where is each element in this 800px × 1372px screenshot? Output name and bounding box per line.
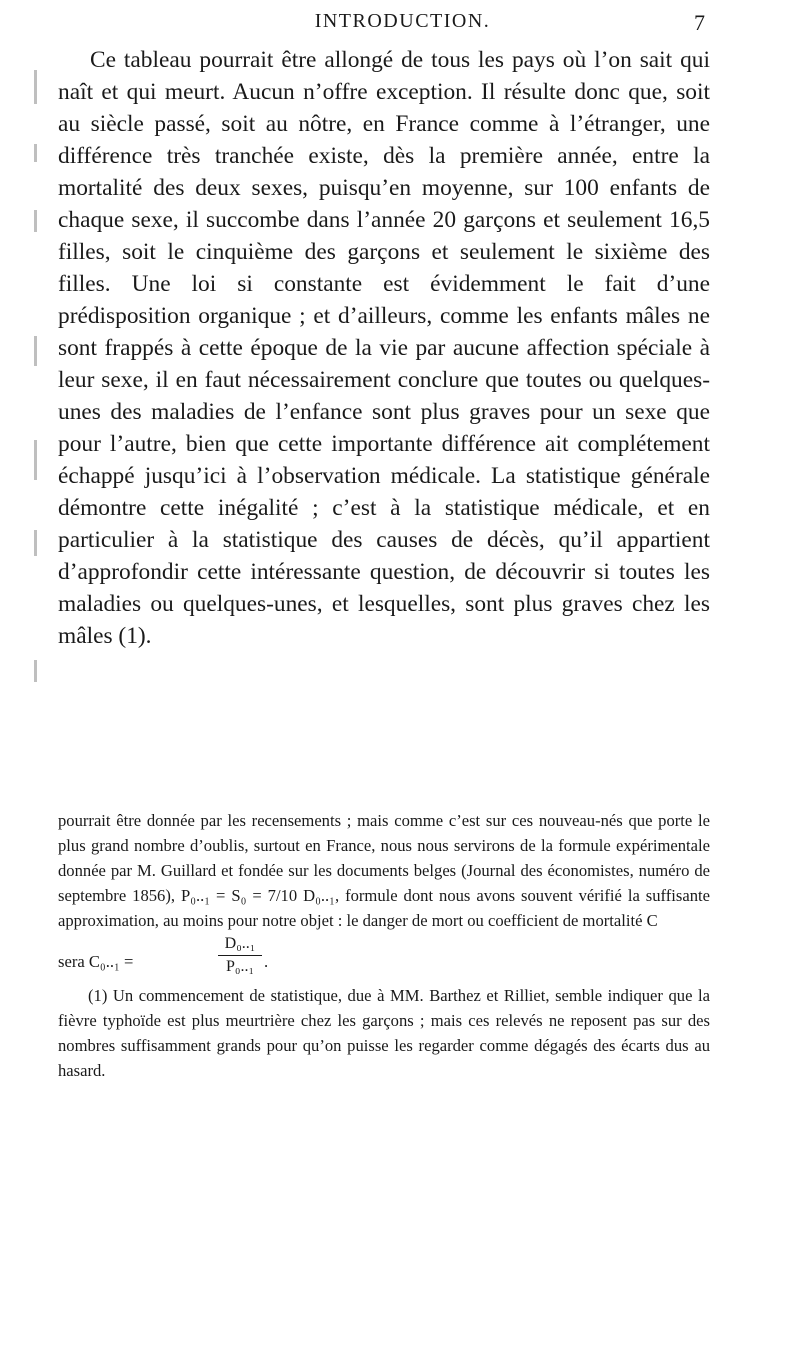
footnote-continuation: pourrait être donnée par les recensements ; mais comme c’est sur ces nouveau-nés que porte le plus grand nombre d’oublis, surtout en France, nous nous servirons de la formule expérimentale donnée par M. Guillard et fondée sur les documents belges (Journal des économistes, numéro de septembre 1856), P₀..₁ = S₀ = 7/10 D₀..₁, formule dont nous avons souvent vérifié la suffisante approximation, au moins pour notre objet : le danger de mort ou coefficient de mortalité C [58,811,710,930]
page-number: 7 [694,10,705,35]
mortality-formula [58,933,710,983]
formula-lhs: sera C₀..₁ = [58,952,134,971]
body-paragraph: Ce tableau pourrait être allongé de tous les pays où l’on sait qui naît et qui meurt. Aucun n’offre exception. Il résulte donc que, soit au siècle passé, soit au nôtre, en France comme à l’étranger, une différence très tranchée existe, dès la première année, entre la mortalité des deux sexes, puisqu’en moyenne, sur 100 enfants de chaque sexe, il succombe dans l’année 20 garçons et seulement 16,5 filles, soit le cinquième des garçons et seulement le sixième des filles. Une loi si constante est évidemment le fait d’une prédisposition organique ; et d’ailleurs, comme les enfants mâles ne sont frappés à cette époque de la vie par aucune affection spéciale à leur sexe, il en faut nécessairement conclure que toutes ou quelques-unes des maladies de l’enfance sont plus graves pour un sexe que pour l’autre, bien que cette importante différence ait complétement échappé jusqu’ici à l’observation médicale. La statistique générale démontre cette inégalité ; c’est à la statistique médicale, et en particulier à la statistique des causes de décès, qu’il appartient d’approfondir cette intéressante question, de découvrir si toutes les maladies ou quelques-unes, et lesquelles, sont plus graves chez les mâles (1). [58,47,710,649]
footnotes [58,808,710,1083]
running-header [100,10,705,40]
formula-denominator: P₀..₁ [225,958,255,975]
formula-period: . [264,952,269,971]
formula-fraction [218,933,262,978]
running-title: INTRODUCTION. [314,10,491,32]
binding-shadow [0,60,48,820]
formula-numerator: D₀..₁ [218,933,262,956]
main-text [58,44,710,652]
footnote-1: (1) Un commencement de statistique, due à MM. Barthez et Rilliet, semble indiquer que la fièvre typhoïde est plus meurtrière chez les garçons ; mais ces relevés ne reposent pas sur des nombres suffisamment grands pour qu’on puisse les regarder comme dégagés des écarts dus au hasard. [58,986,710,1080]
